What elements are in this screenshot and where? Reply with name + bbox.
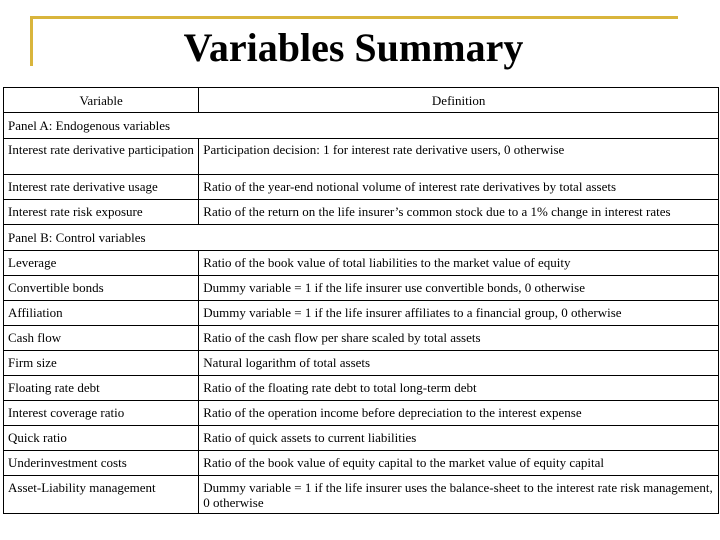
definition-cell: Ratio of the book value of equity capital to the market value of equity capital (199, 451, 719, 476)
title-decoration-top-rule (30, 16, 678, 19)
definition-cell: Ratio of the floating rate debt to total long-term debt (199, 376, 719, 401)
definition-cell: Dummy variable = 1 if the life insurer use convertible bonds, 0 otherwise (199, 276, 719, 301)
definition-cell: Dummy variable = 1 if the life insurer affiliates to a financial group, 0 otherwise (199, 301, 719, 326)
table-row (4, 301, 719, 326)
variable-cell: Interest coverage ratio (4, 401, 199, 426)
variable-cell: Asset-Liability management (4, 476, 199, 514)
definition-cell: Ratio of the book value of total liabilities to the market value of equity (199, 251, 719, 276)
variable-cell: Affiliation (4, 301, 199, 326)
table-row (4, 451, 719, 476)
definition-cell: Ratio of the operation income before depreciation to the interest expense (199, 401, 719, 426)
panel-b-row (4, 225, 719, 251)
variable-cell: Quick ratio (4, 426, 199, 451)
variables-summary-table (3, 87, 719, 514)
variable-cell: Underinvestment costs (4, 451, 199, 476)
table-row (4, 200, 719, 225)
table-row (4, 175, 719, 200)
panel-a-label: Panel A: Endogenous variables (4, 113, 719, 139)
table-row (4, 326, 719, 351)
variable-cell: Interest rate risk exposure (4, 200, 199, 225)
table-row (4, 276, 719, 301)
table-row (4, 376, 719, 401)
definition-cell: Ratio of the cash flow per share scaled by total assets (199, 326, 719, 351)
definition-cell: Ratio of quick assets to current liabilities (199, 426, 719, 451)
variable-cell: Floating rate debt (4, 376, 199, 401)
variable-cell: Leverage (4, 251, 199, 276)
table-row (4, 426, 719, 451)
variable-cell: Interest rate derivative participation (4, 139, 199, 175)
table-row (4, 476, 719, 514)
definition-cell: Participation decision: 1 for interest rate derivative users, 0 otherwise (199, 139, 719, 175)
definition-cell: Ratio of the year-end notional volume of interest rate derivatives by total assets (199, 175, 719, 200)
definition-cell: Natural logarithm of total assets (199, 351, 719, 376)
variable-cell: Firm size (4, 351, 199, 376)
variable-cell: Convertible bonds (4, 276, 199, 301)
table-header-row (4, 88, 719, 113)
definition-cell: Ratio of the return on the life insurer’s common stock due to a 1% change in interest rates (199, 200, 719, 225)
variable-cell: Cash flow (4, 326, 199, 351)
variable-cell: Interest rate derivative usage (4, 175, 199, 200)
definition-cell: Dummy variable = 1 if the life insurer uses the balance-sheet to the interest rate risk management, 0 otherwise (199, 476, 719, 514)
table-row (4, 401, 719, 426)
page-title: Variables Summary (183, 25, 524, 70)
header-variable: Variable (4, 88, 199, 113)
panel-b-label: Panel B: Control variables (4, 225, 719, 251)
table-row (4, 251, 719, 276)
table-row (4, 139, 719, 175)
table-row (4, 351, 719, 376)
panel-a-row (4, 113, 719, 139)
header-definition: Definition (199, 88, 719, 113)
